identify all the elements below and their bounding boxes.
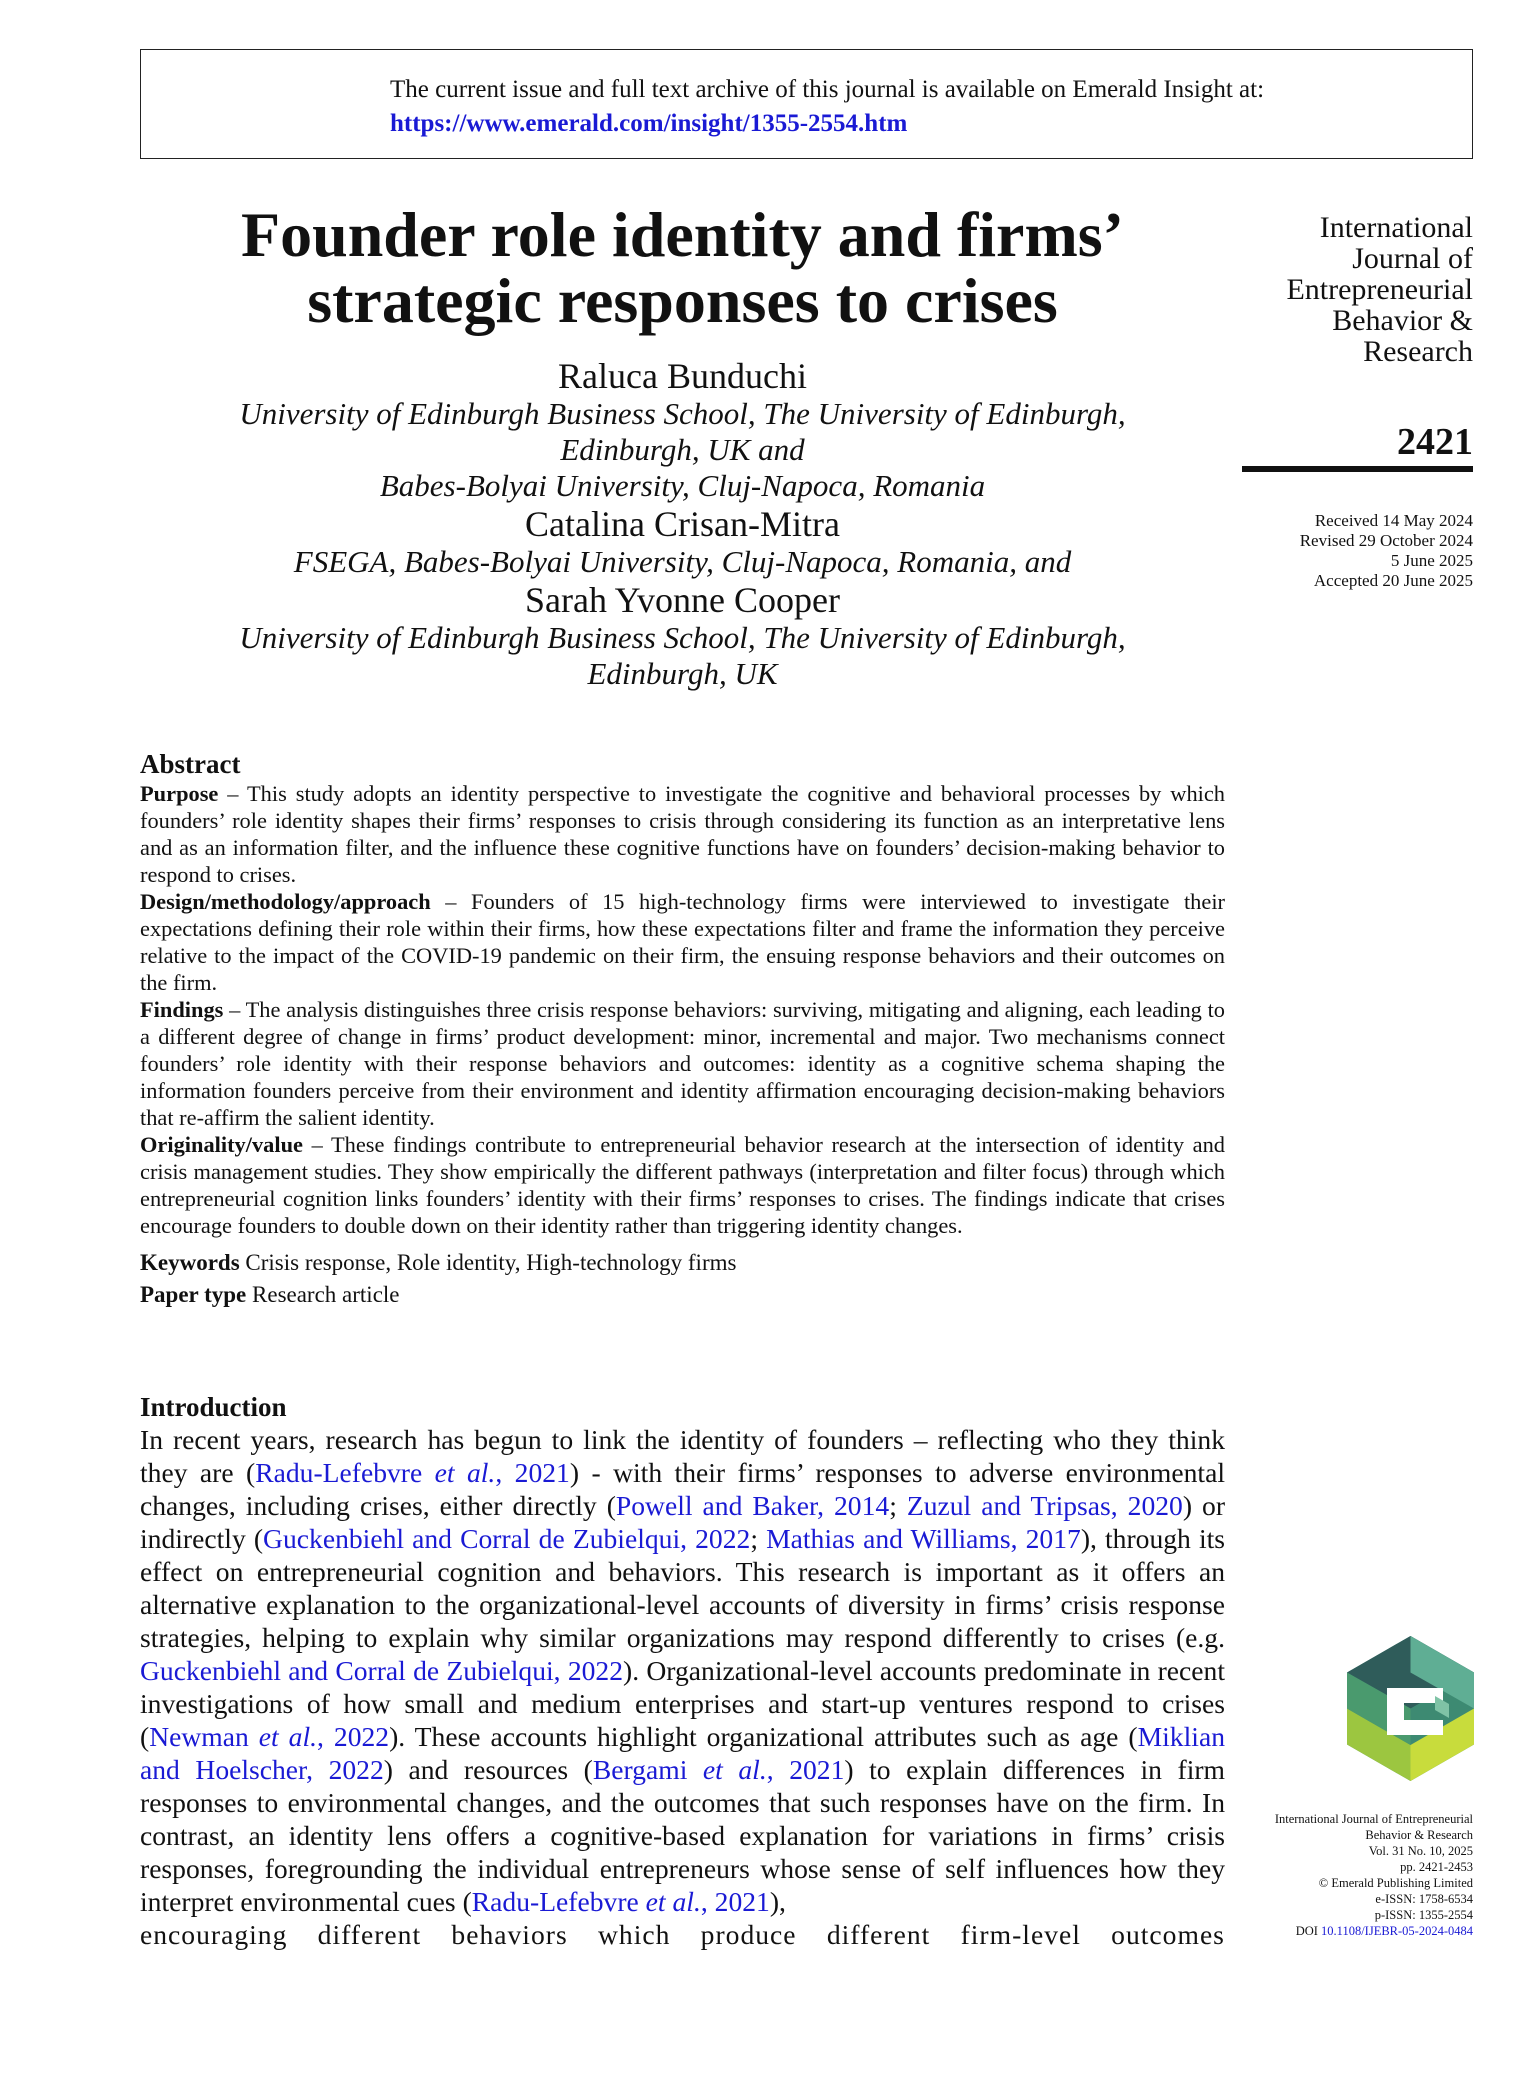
keywords [140,1247,1225,1279]
keywords-label: Keywords [140,1250,240,1275]
citation-link[interactable]: Newman et al., 2022 [149,1721,390,1752]
abstract-findings [140,996,1225,1131]
body-text: ). These accounts highlight organizational attributes such as age ( [389,1721,1138,1752]
title-line-1: Founder role identity and firms’ [241,199,1124,270]
author-name: Catalina Crisan-Mitra [525,504,840,544]
publication-info [1275,1811,1473,1939]
pub-eissn: e-ISSN: 1758-6534 [1375,1892,1473,1906]
emerald-logo-icon [1347,1636,1474,1781]
journal-name [1213,212,1473,367]
section-text: – The analysis distinguishes three crisis response behaviors: surviving, mitigating and aligning, each leading to a different degree of change in firms’ product development: minor, incremental and major. Two mechanisms connect founders’ role identity with their response behaviors and outcomes: identity as a cognitive schema shaping the information founders perceive from their environment and identity affirmation encouraging decision-making behaviors that re-affirm the salient identity. [140,997,1225,1130]
introduction [140,1391,1225,1951]
archive-notice-text: The current issue and full text archive of this journal is available on Emerald Insight at: [390,76,1265,103]
introduction-paragraph [140,1423,1225,1918]
body-text: In recent years, research has begun to link the identity of founders – reflecting who they think they are ( [140,1424,1225,1488]
journal-name-line: Journal of [1352,242,1473,275]
date-accepted: Accepted 20 June 2025 [1313,571,1473,590]
author-affiliation: University of Edinburgh Business School, The University of Edinburgh, [239,620,1126,655]
article-dates [1300,511,1473,591]
pub-volume: Vol. 31 No. 10, 2025 [1368,1844,1473,1858]
word: outcomes [1111,1919,1225,1950]
abstract-heading: Abstract [140,749,241,779]
abstract-originality [140,1131,1225,1239]
citation-link[interactable]: Guckenbiehl and Corral de Zubielqui, 2022 [140,1655,624,1686]
word: different [317,1919,422,1950]
pub-journal-line: International Journal of Entrepreneurial [1274,1812,1473,1826]
author-affiliation: Edinburgh, UK [587,656,778,691]
author-affiliation: Babes-Bolyai University, Cluj-Napoca, Romania [379,468,986,503]
body-text: ), [769,1886,786,1917]
doi-link[interactable]: 10.1108/IJEBR-05-2024-0484 [1321,1924,1473,1938]
date-received: Received 14 May 2024 [1314,511,1473,530]
citation-link[interactable]: Powell and Baker, 2014 [615,1490,890,1521]
section-text: – Founders of 15 high-technology firms were interviewed to investigate their expectations defining their role within their firms, how these expectations filter and frame the information they perceive relative to the impact of the COVID-19 pandemic on their firm, the ensuing response behaviors and their outcomes on the firm. [140,889,1225,995]
article-title [140,199,1225,336]
page-number: 2421 [1397,421,1473,463]
title-line-2: strategic responses to crises [307,265,1058,336]
author-name: Raluca Bunduchi [558,356,807,396]
word: firm-level [960,1919,1081,1950]
paper-type-label: Paper type [140,1282,247,1307]
date-revised: Revised 29 October 2024 [1299,531,1473,550]
citation-link[interactable]: Bergami et al., 2021 [592,1754,845,1785]
keywords-text: Crisis response, Role identity, High-technology firms [239,1250,737,1275]
body-text: ) or indirectly ( [140,1490,1226,1554]
pub-pissn: p-ISSN: 1355-2554 [1374,1908,1473,1922]
abstract [140,748,1225,1311]
word: behaviors [451,1919,568,1950]
citation-link[interactable]: Guckenbiehl and Corral de Zubielqui, 2022 [263,1523,751,1554]
date-revised-2: 5 June 2025 [1390,551,1473,570]
paper-type [140,1279,1225,1311]
citation-link[interactable]: Mathias and Williams, 2017 [766,1523,1081,1554]
citation-link[interactable]: Miklian and Hoelscher, 2022 [140,1721,1225,1785]
word: produce [700,1919,797,1950]
word: which [597,1919,671,1950]
author-name: Sarah Yvonne Cooper [525,580,840,620]
section-text: – These findings contribute to entrepreneurial behavior research at the intersection of identity and crisis management studies. They show empirically the different pathways (interpretation and filter focus) through which entrepreneurial cognition links founders’ identity with their firms’ responses to crises. The findings indicate that crises encourage founders to double down on their identity rather than triggering identity changes. [140,1132,1225,1238]
section-label: Findings [140,997,224,1022]
section-label: Design/methodology/approach [140,889,431,914]
body-text: ) - with their firms’ responses to adverse environmental changes, including crises, either directly ( [140,1457,1225,1521]
author-affiliation: FSEGA, Babes-Bolyai University, Cluj-Napoca, Romania, and [293,544,1072,579]
body-text: ; [889,1490,907,1521]
section-label: Purpose [140,781,219,806]
journal-name-line: Entrepreneurial [1286,273,1473,306]
pub-pages: pp. 2421-2453 [1400,1860,1473,1874]
abstract-purpose [140,780,1225,888]
body-text: ). Organizational-level accounts predominate in recent investigations of how small and medium enterprises and start-up ventures respond to crises ( [140,1655,1225,1752]
author-block [140,356,1225,692]
introduction-heading: Introduction [140,1392,287,1422]
abstract-design [140,888,1225,996]
author-affiliation: Edinburgh, UK and [560,432,805,467]
doi-label: DOI [1295,1924,1322,1938]
pub-copyright: © Emerald Publishing Limited [1318,1876,1473,1890]
body-text: ; [750,1523,767,1554]
introduction-last-line [140,1918,1225,1951]
journal-name-line: International [1319,211,1473,244]
archive-notice-box [140,49,1473,159]
word: encouraging [140,1919,288,1950]
journal-name-line: Behavior & [1332,304,1473,337]
page-number-rule [1242,466,1473,472]
section-label: Originality/value [140,1132,303,1157]
pub-journal-line: Behavior & Research [1365,1828,1473,1842]
author-affiliation: University of Edinburgh Business School, The University of Edinburgh, [239,396,1126,431]
citation-link[interactable]: Zuzul and Tripsas, 2020 [906,1490,1183,1521]
citation-link[interactable]: Radu-Lefebvre et al., 2021 [471,1886,770,1917]
pub-doi [1275,1923,1473,1939]
citation-link[interactable]: Radu-Lefebvre et al., 2021 [255,1457,570,1488]
body-text: ) and resources ( [383,1754,593,1785]
archive-link[interactable]: https://www.emerald.com/insight/1355-2554.htm [390,110,908,137]
word: different [826,1919,931,1950]
paper-type-text: Research article [246,1282,400,1307]
journal-name-line: Research [1363,335,1473,368]
body-text: ) to explain differences in firm responses to environmental changes, and the outcomes that such responses have on the firm. In contrast, an identity lens offers a cognitive-based explanation for variations in firms’ crisis responses, foregrounding the individual entrepreneurs whose sense of self influences how they interpret environmental cues ( [140,1754,1226,1917]
section-text: – This study adopts an identity perspective to investigate the cognitive and behavioral processes by which founders’ role identity shapes their firms’ responses to crisis through considering its function as an interpretative lens and as an information filter, and the influence these cognitive functions have on founders’ decision-making behavior to respond to crises. [140,781,1225,887]
body-text: ), through its effect on entrepreneurial cognition and behaviors. This research is important as it offers an alternative explanation to the organizational-level accounts of diversity in firms’ crisis response strategies, helping to explain why similar organizations may respond differently to crises (e.g. [140,1523,1226,1653]
